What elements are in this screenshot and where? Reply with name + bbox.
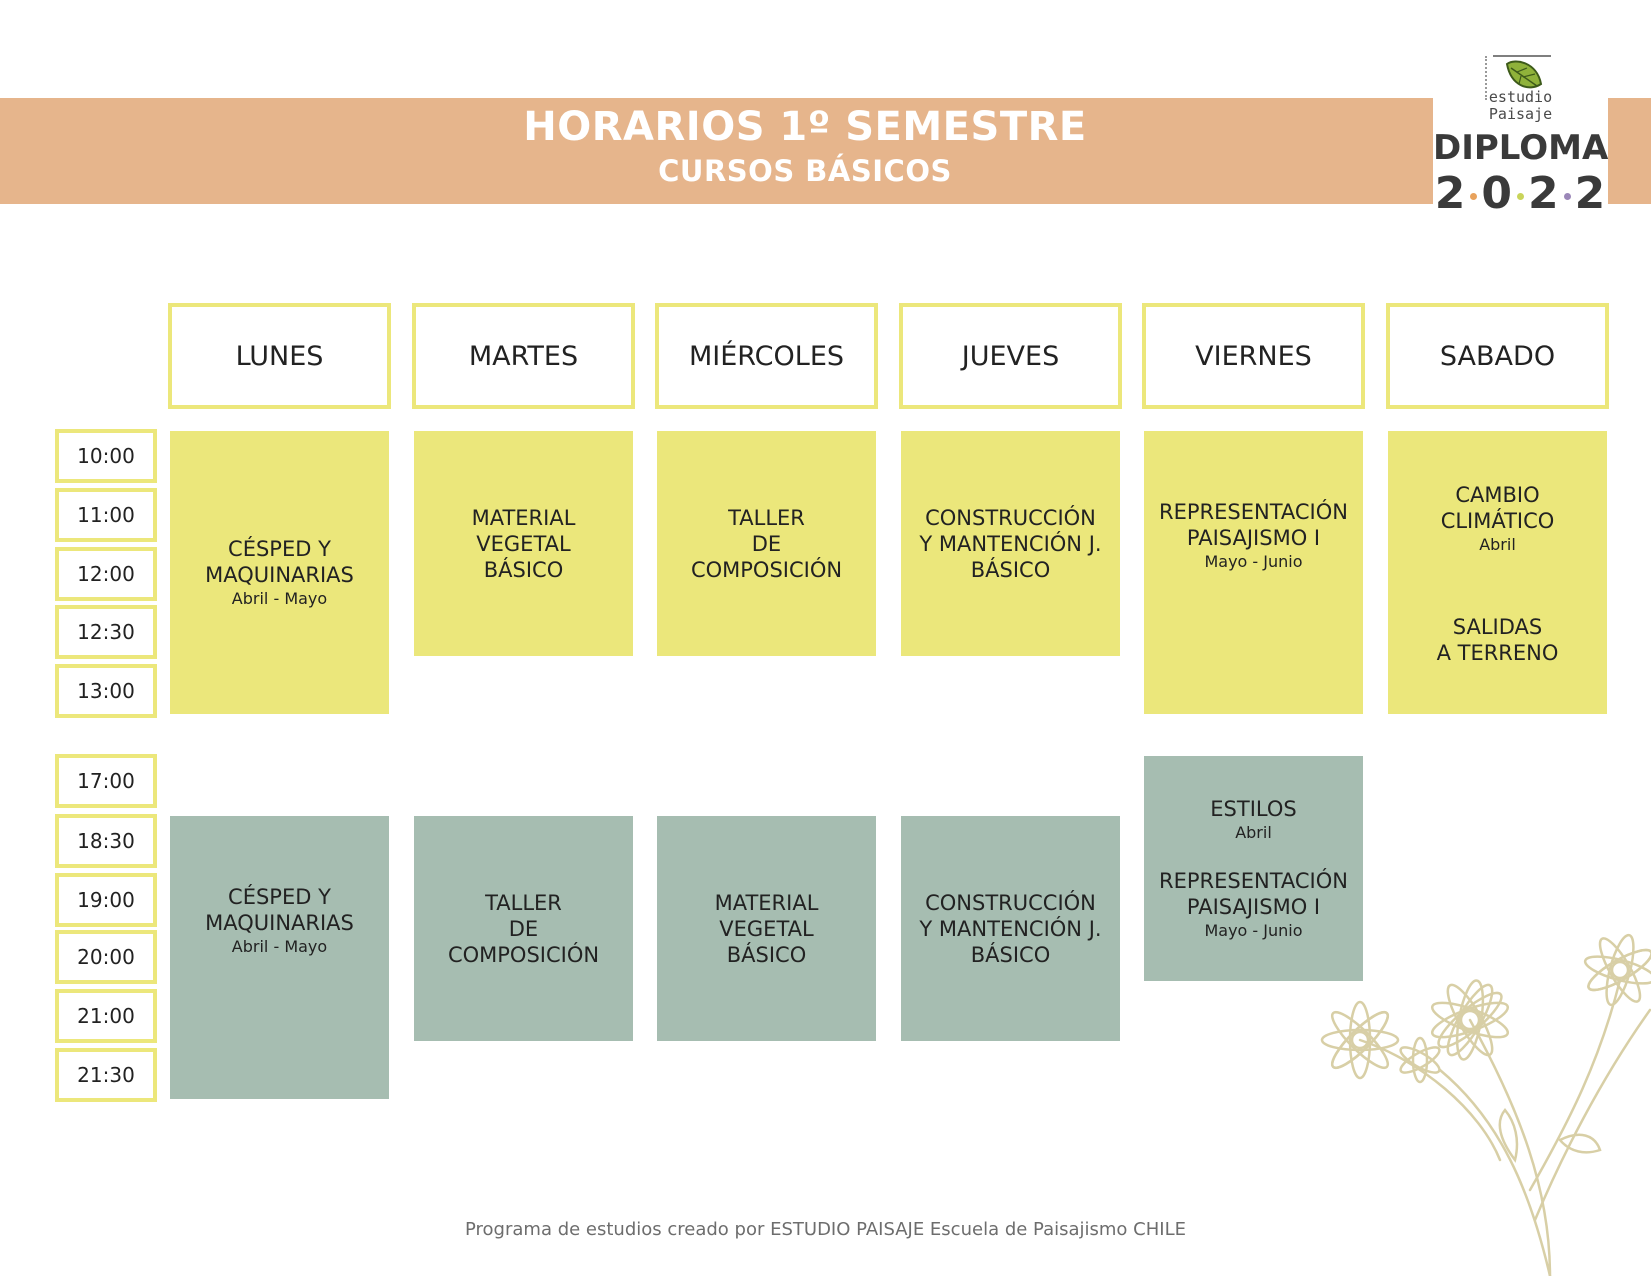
time-slot: 18:30 — [55, 814, 157, 868]
course-dates: Mayo - Junio — [1204, 552, 1303, 571]
time-slot: 12:30 — [55, 605, 157, 659]
time-slot: 11:00 — [55, 488, 157, 542]
day-header-sabado: SABADO — [1386, 303, 1609, 409]
year-dot — [1470, 193, 1477, 200]
course-title: CÉSPED Y MAQUINARIAS — [205, 536, 354, 587]
course-title: TALLER DE COMPOSICIÓN — [690, 505, 843, 582]
course-block-viernes-morning — [1144, 431, 1363, 714]
course-title: MATERIAL VEGETAL BÁSICO — [471, 505, 576, 582]
time-slot: 21:30 — [55, 1048, 157, 1102]
time-slot: 21:00 — [55, 989, 157, 1043]
course-dates: Abril — [1235, 822, 1272, 842]
course-block-miercoles-evening — [657, 816, 876, 1041]
flower-illustration — [1300, 860, 1651, 1276]
course-title: ESTILOS — [1210, 796, 1297, 821]
year-digit: 2 — [1574, 168, 1607, 219]
day-header-martes: MARTES — [412, 303, 635, 409]
time-slot: 10:00 — [55, 429, 157, 483]
course-title-2: SALIDAS A TERRENO — [1436, 615, 1559, 665]
title-banner-right — [1608, 98, 1651, 204]
day-header-jueves: JUEVES — [899, 303, 1122, 409]
course-title: CÉSPED Y MAQUINARIAS — [205, 885, 354, 935]
course-dates: Abril - Mayo — [231, 588, 328, 608]
logo-year — [1433, 168, 1608, 219]
footer-text: Programa de estudios creado por ESTUDIO PAISAJE Escuela de Paisajismo CHILE — [465, 1219, 1186, 1240]
year-digit: 2 — [1528, 168, 1560, 219]
day-header-viernes: VIERNES — [1142, 303, 1365, 409]
page-title: HORARIOS 1º SEMESTRE — [523, 104, 1087, 150]
year-dot — [1564, 193, 1571, 200]
course-block-sabado-morning — [1388, 431, 1607, 714]
year-dot — [1517, 193, 1524, 200]
course-title: REPRESENTACIÓN PAISAJISMO I — [1159, 500, 1348, 550]
course-dates: Abril — [1479, 535, 1516, 554]
course-title: CAMBIO CLIMÁTICO — [1440, 483, 1555, 533]
diploma-logo — [1433, 50, 1608, 220]
course-title: CONSTRUCCIÓN Y MANTENCIÓN J. BÁSICO — [919, 890, 1102, 967]
course-title-2: REPRESENTACIÓN PAISAJISMO I — [1159, 868, 1348, 919]
course-dates: Abril - Mayo — [231, 937, 328, 956]
course-block-martes-morning — [414, 431, 633, 656]
year-digit: 2 — [1434, 168, 1467, 219]
course-block-jueves-evening — [901, 816, 1120, 1041]
logo-line-2: Paisaje — [1488, 105, 1553, 123]
course-block-martes-evening — [414, 816, 633, 1041]
course-title: TALLER DE COMPOSICIÓN — [447, 890, 600, 967]
day-header-miercoles: MIÉRCOLES — [655, 303, 878, 409]
course-title: CONSTRUCCIÓN Y MANTENCIÓN J. BÁSICO — [919, 505, 1102, 582]
time-slot: 19:00 — [55, 873, 157, 927]
logo-diploma: DIPLOMA — [1433, 128, 1609, 168]
year-digit: 0 — [1481, 168, 1513, 219]
logo-line-1: estudio — [1488, 88, 1553, 106]
time-slot: 17:00 — [55, 754, 157, 808]
course-block-lunes-evening — [170, 816, 389, 1099]
course-block-lunes-morning — [170, 431, 389, 714]
time-slot: 13:00 — [55, 664, 157, 718]
course-title: MATERIAL VEGETAL BÁSICO — [714, 890, 819, 967]
page-subtitle: CURSOS BÁSICOS — [658, 154, 952, 188]
course-block-miercoles-morning — [657, 431, 876, 656]
course-block-jueves-morning — [901, 431, 1120, 656]
course-dates-2: Mayo - Junio — [1204, 920, 1303, 940]
time-slot: 20:00 — [55, 930, 157, 984]
time-slot: 12:00 — [55, 547, 157, 601]
day-header-lunes: LUNES — [168, 303, 391, 409]
